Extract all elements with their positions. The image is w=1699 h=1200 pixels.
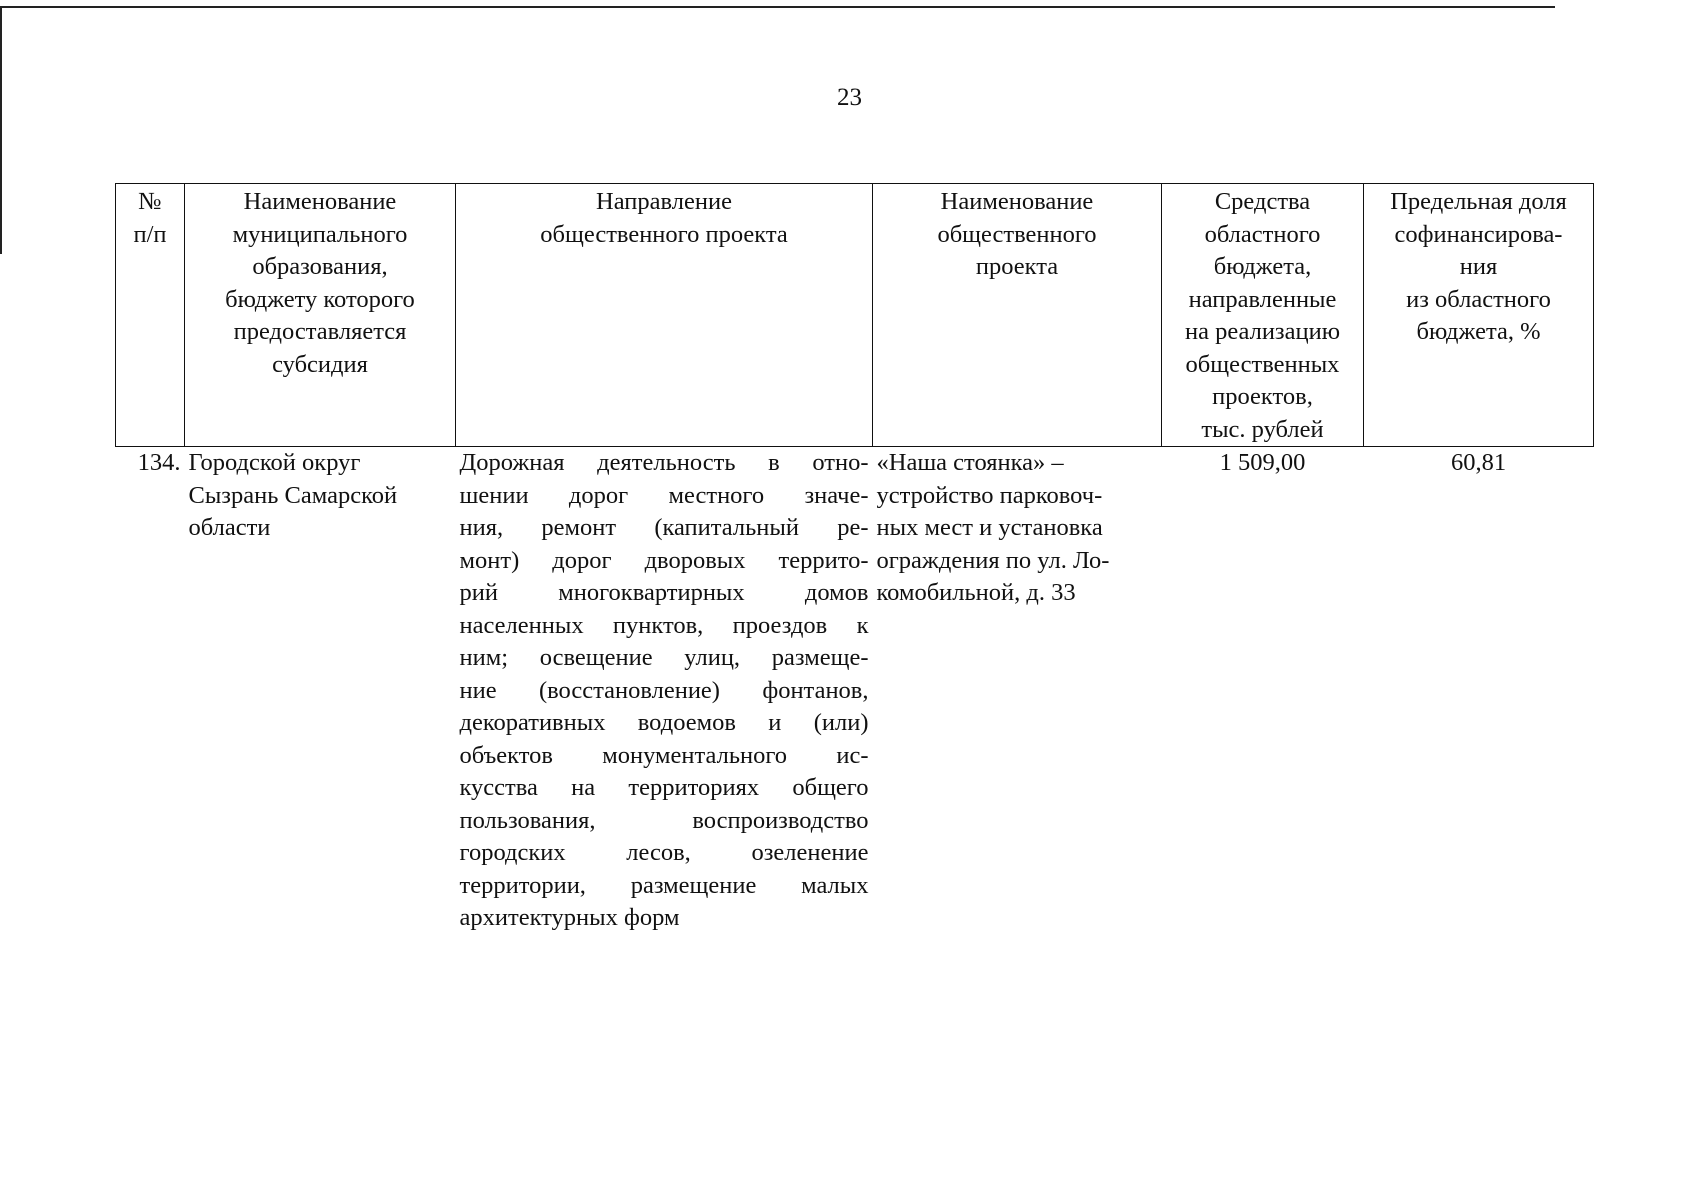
- top-border-line: [0, 6, 1555, 8]
- header-municipality: Наименование муниципального образования, бюджету которого предоставляется субсидия: [185, 184, 456, 447]
- table-row: [116, 447, 1594, 935]
- header-project-name: Наименование общественного проекта: [873, 184, 1162, 447]
- header-direction: Направление общественного проекта: [456, 184, 873, 447]
- left-border-line: [0, 6, 2, 254]
- header-max-share: Предельная доля софинансирова- ния из областного бюджета, %: [1364, 184, 1594, 447]
- subsidy-table: [115, 183, 1594, 935]
- row-number: 134.: [137, 449, 181, 476]
- row-municipality: Городской округ Сызрань Самарской области: [188, 449, 398, 541]
- page-number: 23: [837, 84, 862, 111]
- header-budget-funds: Средства областного бюджета, направленные на реализацию общественных проектов, тыс. рублей: [1162, 184, 1364, 447]
- row-direction: Дорожная деятельность в отно- шении дорог местного значе- ния, ремонт (капитальный ре- монт) дорог дворовых террито- рий многоквартирных домов населенных пунктов, проездов к ним; освещение улиц, размеще- ние (восстановление) фонтанов, декоративных водоемов и (или) объектов монументального ис- кусства на территориях общего пользования, воспроизводство городских лесов, озеленение территории, размещение малых архитектурных форм: [459, 449, 869, 931]
- table-header-row: [116, 184, 1594, 447]
- row-budget-amount: 1 509,00: [1219, 449, 1306, 476]
- row-max-share: 60,81: [1450, 449, 1507, 476]
- header-number: № п/п: [116, 184, 185, 447]
- row-project-name: «Наша стоянка» – устройство парковоч- ных мест и установка ограждения по ул. Ло- комобильной, д. 33: [876, 449, 1110, 606]
